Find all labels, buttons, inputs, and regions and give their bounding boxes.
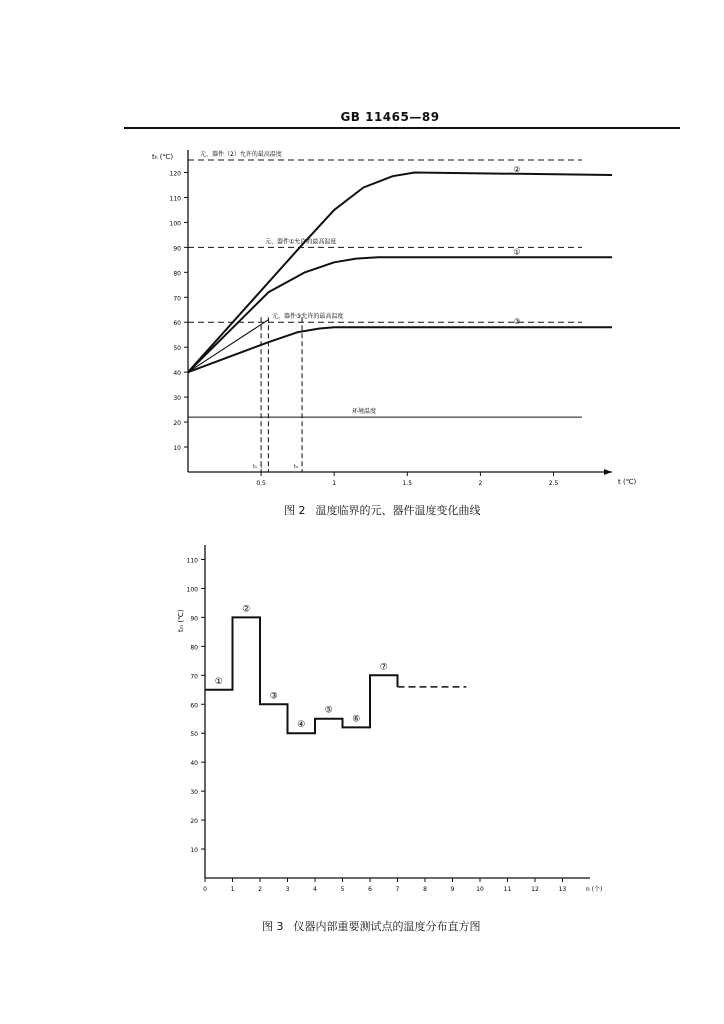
fig2-series-line [188,173,612,373]
fig2-y-tick-label: 50 [173,345,181,353]
fig3-bar-label: ⑦ [379,662,388,673]
fig3-x-tick-label: 9 [450,886,455,893]
fig3-y-tick-label: 60 [190,702,198,710]
fig3-x-tick-label: 3 [285,886,290,893]
fig2-marker-label: t [260,464,263,470]
fig2-y-tick-label: 120 [169,170,181,178]
fig2-reference-label: 环境温度 [352,408,377,416]
fig2-marker-label: t₂ [294,464,299,470]
fig3-y-axis-label: tₘ (℃) [177,609,185,632]
fig3-x-tick-label: 6 [368,886,372,893]
fig3-bar-label: ② [242,604,251,615]
fig2-y-tick-label: 110 [169,195,181,203]
fig3-y-tick-label: 30 [190,789,198,797]
fig3-x-axis-label: n (个) [586,886,603,893]
figure-2-caption-text: 温度临界的元、器件温度变化曲线 [315,504,481,517]
fig3-x-tick-label: 11 [503,886,512,893]
figure-3-number: 图 3 [262,920,284,933]
fig2-y-tick-label: 70 [173,295,181,303]
fig2-y-tick-label: 80 [173,270,181,278]
fig3-y-tick-label: 40 [190,760,198,768]
fig3-x-tick-label: 7 [395,886,400,893]
fig2-x-tick-label: 2.5 [548,480,559,487]
figure-2-caption [284,502,481,518]
figure-2-number: 图 2 [284,504,306,517]
fig2-series-label: ① [513,247,521,257]
fig3-y-tick-label: 80 [190,644,198,652]
fig2-series-line [188,245,302,372]
fig2-reference-label: 元、器件（2）允许的最高温度 [200,151,282,158]
page-header-title: GB 11465—89 [340,110,440,124]
fig3-y-tick-label: 20 [190,818,198,826]
fig3-bar-label: ④ [297,720,306,731]
fig3-y-tick-label: 90 [190,615,198,623]
fig3-y-tick-label: 10 [190,847,198,855]
fig2-x-tick-label: 0.5 [256,480,266,487]
fig2-series-line [188,257,612,372]
fig2-y-tick-label: 10 [173,445,181,453]
fig3-bar-label: ⑤ [324,705,333,716]
fig2-series-line [188,327,612,372]
fig3-x-tick-label: 12 [531,886,539,893]
fig2-x-arrow [604,469,612,475]
fig3-y-tick-label: 70 [190,673,198,681]
fig3-x-tick-label: 1 [230,886,235,893]
fig3-x-tick-label: 8 [423,886,427,893]
fig2-y-axis-label: tₕ (℃) [152,153,174,161]
fig3-bar-label: ③ [269,691,278,702]
fig3-y-tick-label: 110 [186,557,198,565]
fig3-x-tick-label: 0 [203,886,207,893]
fig3-y-tick-label: 50 [190,731,198,739]
fig2-y-tick-label: 40 [173,370,181,378]
fig3-x-tick-label: 4 [313,886,317,893]
fig2-series-label: ③ [513,317,521,327]
fig3-x-tick-label: 10 [476,886,484,893]
fig2-x-axis-label: t (℃) [618,478,637,486]
fig3-x-tick-label: 2 [258,886,262,893]
figure-3-caption [262,918,481,934]
fig3-x-tick-label: 5 [340,886,345,893]
fig2-series-label: ② [513,164,521,174]
fig3-x-tick-label: 13 [558,886,567,893]
fig2-y-tick-label: 100 [169,220,181,228]
fig3-bar-label: ① [214,676,223,687]
fig2-x-tick-label: 1 [332,480,337,487]
fig3-bar-label: ⑥ [352,714,361,725]
fig3-y-tick-label: 100 [186,586,198,594]
fig2-reference-label: 元、器件③允许的最高温度 [272,313,344,321]
fig2-y-tick-label: 30 [173,395,181,403]
fig3-step-line [205,617,398,733]
fig2-x-tick-label: 2 [478,480,483,487]
fig2-reference-label: 元、器件①允许的最高温度 [265,238,337,246]
fig2-x-tick-label: 1.5 [402,480,413,487]
fig2-y-tick-label: 60 [173,320,181,328]
figure-3-caption-text: 仪器内部重要测试点的温度分布直方图 [293,920,481,933]
fig2-y-tick-label: 90 [173,245,181,253]
fig2-marker-label: t₁ [253,464,258,470]
fig2-y-tick-label: 20 [173,420,181,428]
